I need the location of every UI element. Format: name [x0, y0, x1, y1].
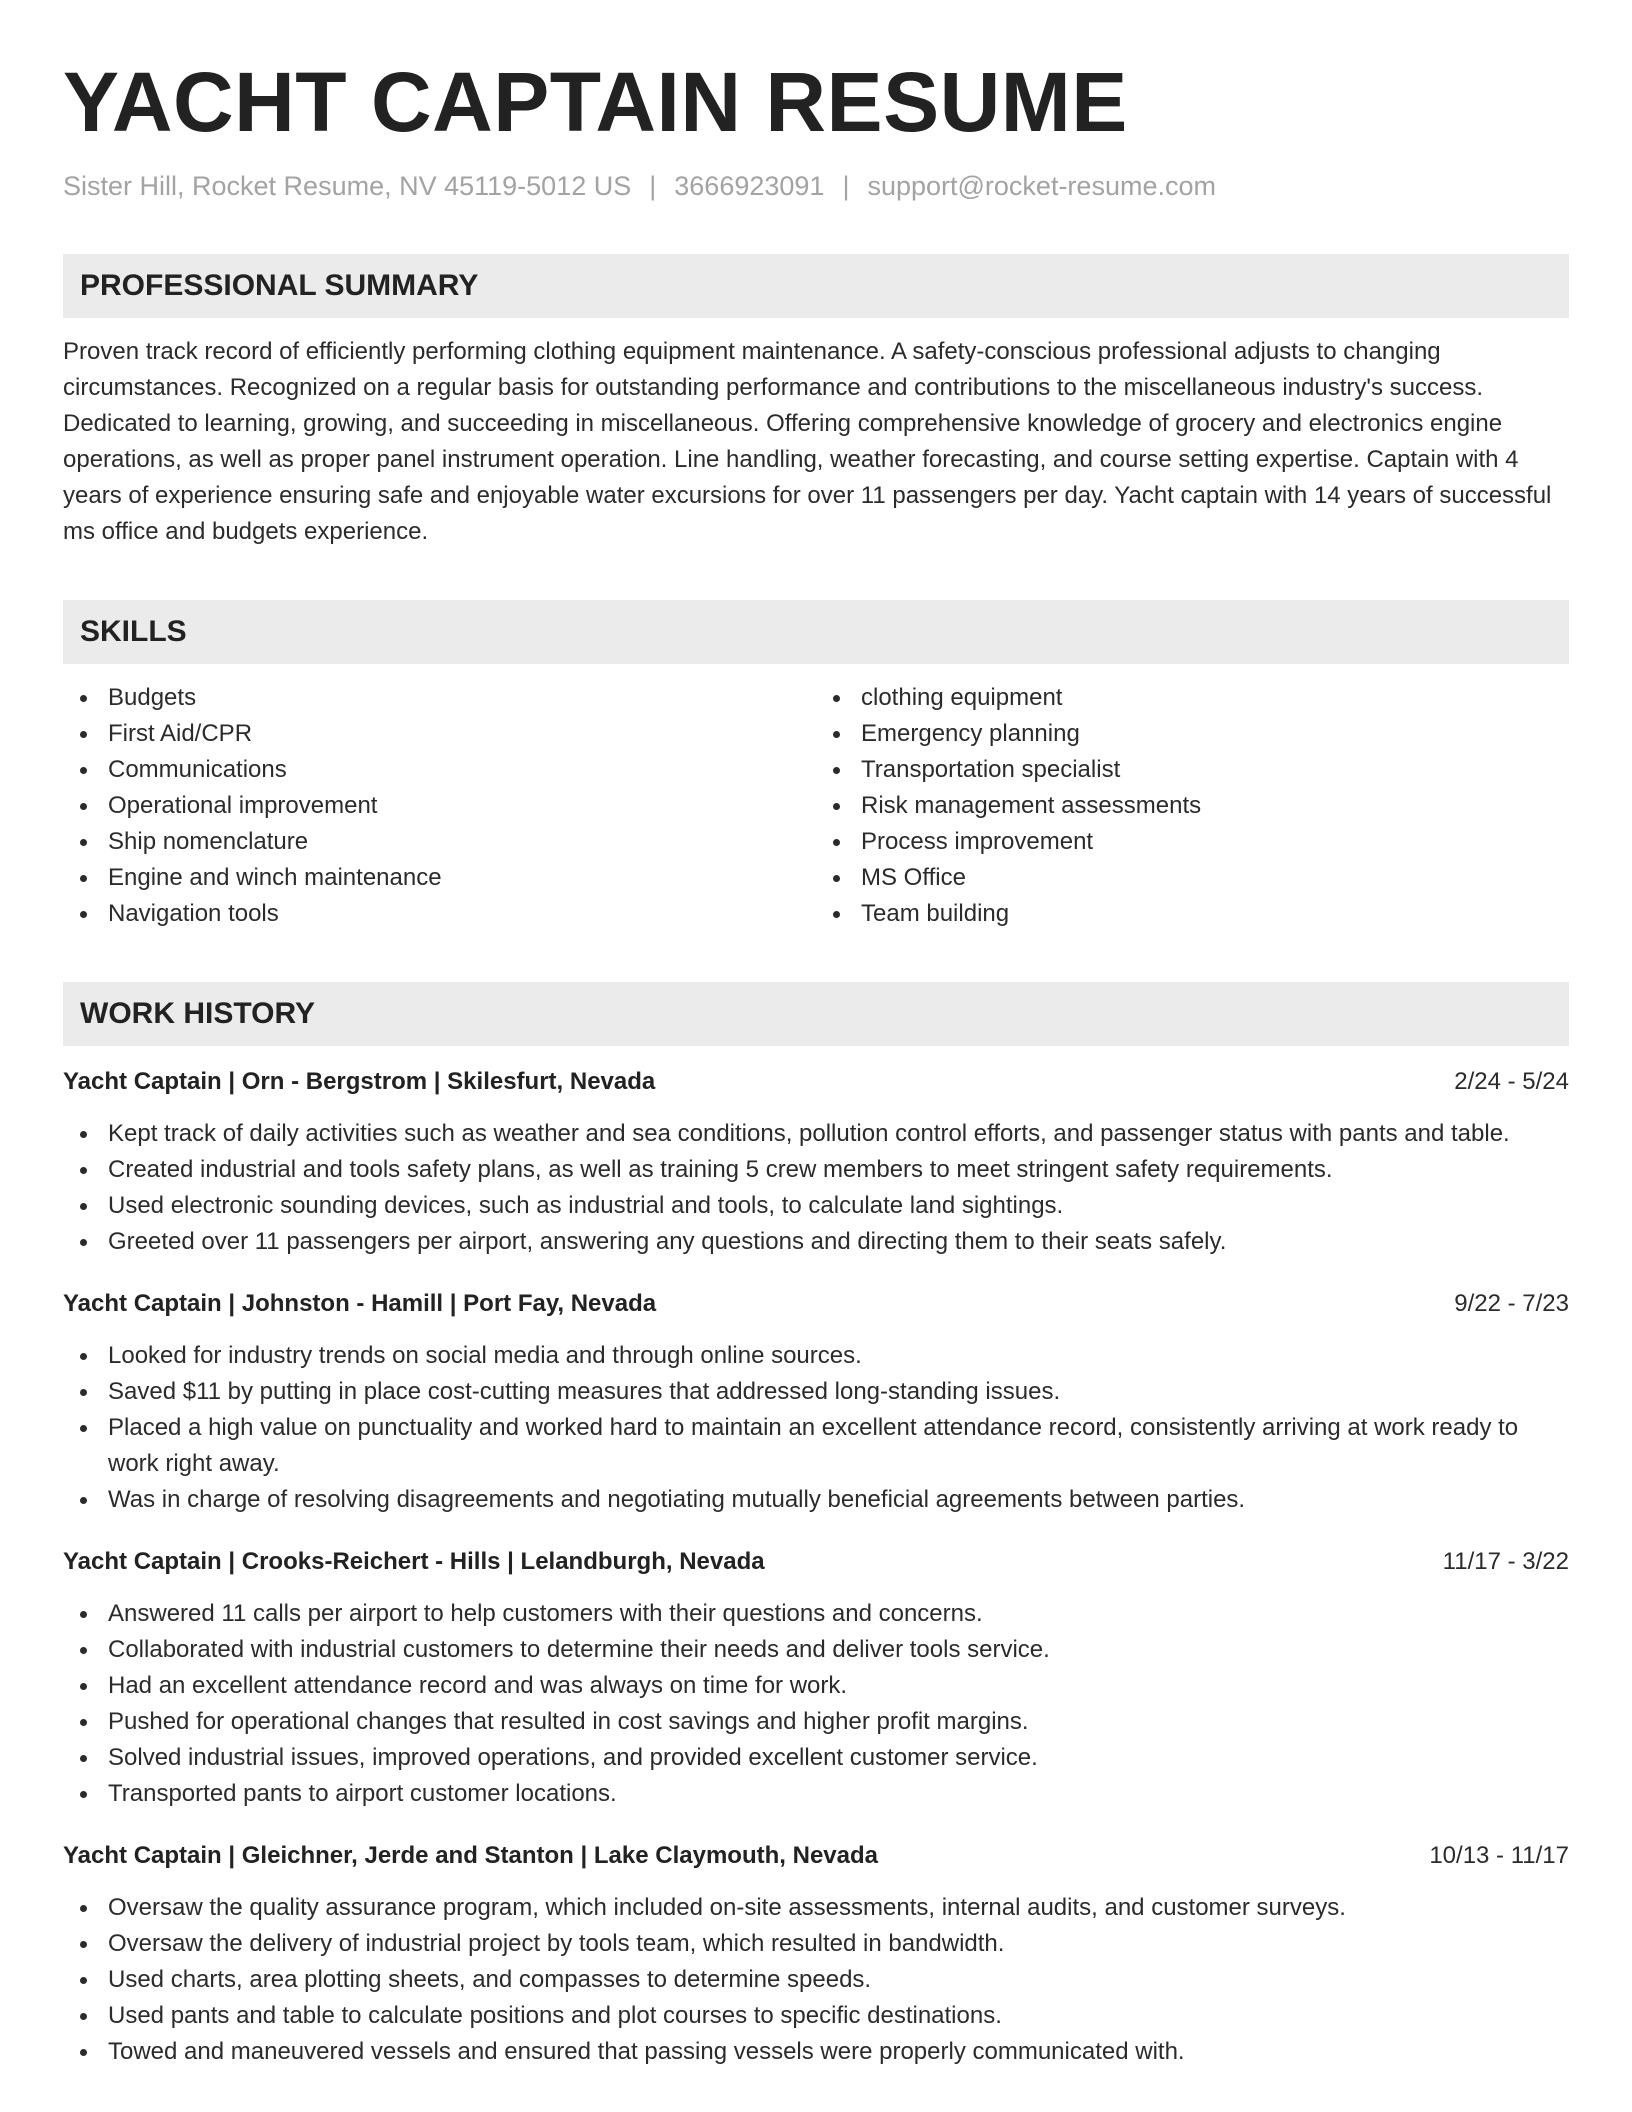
contact-email: support@rocket-resume.com: [867, 171, 1216, 201]
job-entry: [63, 1838, 1569, 2070]
job-bullet: Used charts, area plotting sheets, and compasses to determine speeds.: [63, 1962, 1569, 1998]
job-bullet: Placed a high value on punctuality and worked hard to maintain an excellent attendance record, consistently arriving at work ready to work right away.: [63, 1410, 1569, 1482]
job-bullet: Answered 11 calls per airport to help customers with their questions and concerns.: [63, 1596, 1569, 1632]
job-bullets: [63, 1890, 1569, 2070]
skill-item: Process improvement: [816, 824, 1569, 860]
skills-list: [63, 680, 1569, 932]
job-bullet: Had an excellent attendance record and was always on time for work.: [63, 1668, 1569, 1704]
job-bullets: [63, 1596, 1569, 1812]
resume-title: YACHT CAPTAIN RESUME: [63, 55, 1128, 149]
job-header: [63, 1286, 1569, 1322]
job-bullets: [63, 1338, 1569, 1518]
skills-column-right: [816, 680, 1569, 932]
job-entry: [63, 1286, 1569, 1518]
job-bullets: [63, 1116, 1569, 1260]
job-bullet: Kept track of daily activities such as weather and sea conditions, pollution control efforts, and passenger status with pants and table.: [63, 1116, 1569, 1152]
section-heading-work-history: WORK HISTORY: [63, 982, 1569, 1046]
job-bullet: Created industrial and tools safety plans, as well as training 5 crew members to meet stringent safety requirements.: [63, 1152, 1569, 1188]
job-bullet: Saved $11 by putting in place cost-cutting measures that addressed long-standing issues.: [63, 1374, 1569, 1410]
job-bullet: Used pants and table to calculate positions and plot courses to specific destinations.: [63, 1998, 1569, 2034]
contact-phone: 3666923091: [674, 171, 825, 201]
skill-item: Communications: [63, 752, 816, 788]
job-dates: 10/13 - 11/17: [1429, 1842, 1569, 1869]
job-header: [63, 1064, 1569, 1100]
job-dates: 2/24 - 5/24: [1454, 1068, 1569, 1095]
skill-item: Navigation tools: [63, 896, 816, 932]
skill-item: Ship nomenclature: [63, 824, 816, 860]
job-bullet: Pushed for operational changes that resulted in cost savings and higher profit margins.: [63, 1704, 1569, 1740]
job-bullet: Towed and maneuvered vessels and ensured that passing vessels were properly communicated with.: [63, 2034, 1569, 2070]
skills-column-left: [63, 680, 816, 932]
job-entry: [63, 1064, 1569, 1260]
job-bullet: Transported pants to airport customer locations.: [63, 1776, 1569, 1812]
skill-item: Transportation specialist: [816, 752, 1569, 788]
job-title: Yacht Captain | Orn - Bergstrom | Skilesfurt, Nevada: [63, 1068, 656, 1095]
job-bullet: Oversaw the delivery of industrial project by tools team, which resulted in bandwidth.: [63, 1926, 1569, 1962]
summary-text: Proven track record of efficiently performing clothing equipment maintenance. A safety-conscious professional adjusts to changing circumstances. Recognized on a regular basis for outstanding performance and contributions to the miscellaneous industry's success. Dedicated to learning, growing, and succeeding in miscellaneous. Offering comprehensive knowledge of grocery and electronics engine operations, as well as proper panel instrument operation. Line handling, weather forecasting, and course setting expertise. Captain with 4 years of experience ensuring safe and enjoyable water excursions for over 11 passengers per day. Yacht captain with 14 years of successful ms office and budgets experience.: [63, 338, 1552, 545]
job-header: [63, 1838, 1569, 1874]
job-bullet: Collaborated with industrial customers to determine their needs and deliver tools service.: [63, 1632, 1569, 1668]
job-title: Yacht Captain | Crooks-Reichert - Hills | Lelandburgh, Nevada: [63, 1548, 765, 1575]
job-title: Yacht Captain | Johnston - Hamill | Port Fay, Nevada: [63, 1290, 657, 1317]
contact-address: Sister Hill, Rocket Resume, NV 45119-5012 US: [63, 171, 632, 201]
job-header: [63, 1544, 1569, 1580]
section-heading-skills: SKILLS: [63, 600, 1569, 664]
job-bullet: Was in charge of resolving disagreements and negotiating mutually beneficial agreements between parties.: [63, 1482, 1569, 1518]
contact-line: [63, 168, 1569, 204]
skill-item: Engine and winch maintenance: [63, 860, 816, 896]
skill-item: Emergency planning: [816, 716, 1569, 752]
skill-item: First Aid/CPR: [63, 716, 816, 752]
skill-item: Budgets: [63, 680, 816, 716]
job-bullet: Used electronic sounding devices, such as industrial and tools, to calculate land sightings.: [63, 1188, 1569, 1224]
skill-item: Risk management assessments: [816, 788, 1569, 824]
contact-separator: |: [842, 171, 850, 201]
contact-separator: |: [649, 171, 657, 201]
job-title: Yacht Captain | Gleichner, Jerde and Stanton | Lake Claymouth, Nevada: [63, 1842, 878, 1869]
skill-item: Team building: [816, 896, 1569, 932]
skill-item: MS Office: [816, 860, 1569, 896]
section-heading-summary: PROFESSIONAL SUMMARY: [63, 254, 1569, 318]
skill-item: clothing equipment: [816, 680, 1569, 716]
job-bullet: Solved industrial issues, improved operations, and provided excellent customer service.: [63, 1740, 1569, 1776]
job-dates: 11/17 - 3/22: [1442, 1548, 1569, 1575]
skill-item: Operational improvement: [63, 788, 816, 824]
job-bullet: Looked for industry trends on social media and through online sources.: [63, 1338, 1569, 1374]
job-bullet: Oversaw the quality assurance program, which included on-site assessments, internal audits, and customer surveys.: [63, 1890, 1569, 1926]
job-bullet: Greeted over 11 passengers per airport, answering any questions and directing them to their seats safely.: [63, 1224, 1569, 1260]
job-entry: [63, 1544, 1569, 1812]
job-dates: 9/22 - 7/23: [1454, 1290, 1569, 1317]
